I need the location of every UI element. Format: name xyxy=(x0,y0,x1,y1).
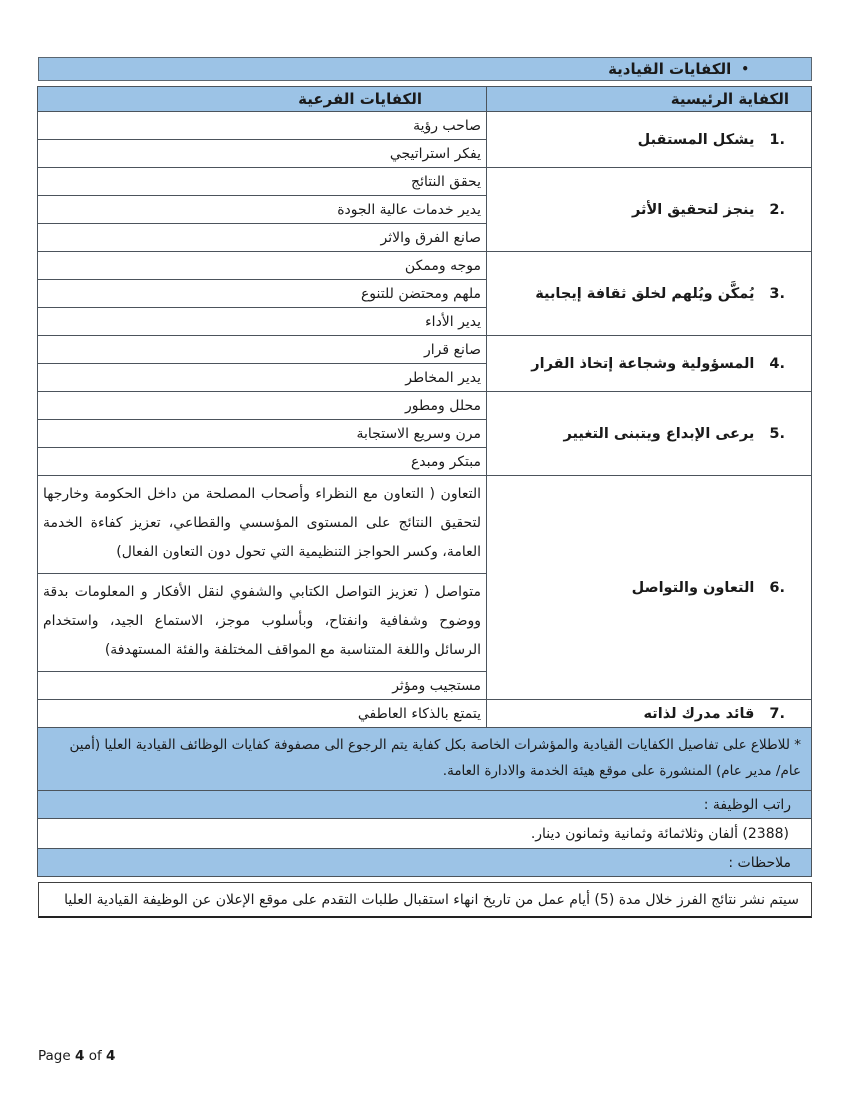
competency-label: يشكل المستقبل xyxy=(637,131,755,148)
section-title-bar xyxy=(38,57,812,81)
table-row xyxy=(38,700,812,728)
main-competency-cell xyxy=(487,112,812,168)
main-competency-cell xyxy=(487,168,812,252)
footer-prefix: Page xyxy=(38,1048,71,1064)
table-row xyxy=(38,728,812,791)
competency-label: المسؤولية وشجاعة إتخاذ القرار xyxy=(531,355,755,372)
competency-number: 2. xyxy=(769,201,785,218)
competency-number: 1. xyxy=(769,131,785,148)
sub-competency-cell: يحقق النتائج xyxy=(38,168,487,196)
sub-competency-cell: صانع قرار xyxy=(38,336,487,364)
bullet-icon: • xyxy=(741,62,749,76)
main-competency-cell xyxy=(487,392,812,476)
competency-label: ينجز لتحقيق الأثر xyxy=(631,201,755,218)
main-competency-cell xyxy=(487,700,812,728)
footer-of: of xyxy=(88,1048,102,1064)
salary-value: (2388) ألفان وثلاثمائة وثمانية وثمانون دينار. xyxy=(38,819,812,849)
sub-competency-cell: صانع الفرق والاثر xyxy=(38,224,487,252)
sub-competency-paragraph: التعاون ( التعاون مع النظراء وأصحاب المصلحة من داخل الحكومة وخارجها لتحقيق النتائج على المستوى المؤسسي والقطاعي، تعزيز كفاءة الخدمة العامة، وكسر الحواجز التنظيمية التي تحول دون التعاون الفعال) xyxy=(38,476,487,574)
column-header-main-competency: الكفاية الرئيسية xyxy=(487,87,812,112)
table-row xyxy=(38,168,812,196)
table-row xyxy=(38,392,812,420)
competency-label: التعاون والتواصل xyxy=(631,579,755,596)
competency-number: 6. xyxy=(769,579,785,596)
main-competency-cell xyxy=(487,252,812,336)
sub-competency-paragraph: متواصل ( تعزيز التواصل الكتابي والشفوي لنقل الأفكار و المعلومات بدقة ووضوح وشفافية وانفتاح، وبأسلوب موجز، الاستماع الجيد، واستخدام الرسائل واللغة المتناسبة مع المواقف المختلفة والفئة المستهدفة) xyxy=(38,574,487,672)
competencies-table xyxy=(37,86,812,877)
sub-competency-cell: موجه وممكن xyxy=(38,252,487,280)
section-title: الكفايات القيادية xyxy=(608,60,732,78)
salary-label: راتب الوظيفة : xyxy=(38,791,812,819)
sub-competency-cell: يدير خدمات عالية الجودة xyxy=(38,196,487,224)
page-number-footer xyxy=(38,1048,115,1064)
sub-competency-cell: يدير المخاطر xyxy=(38,364,487,392)
sub-competency-cell: مبتكر ومبدع xyxy=(38,448,487,476)
sub-competency-cell: ملهم ومحتضن للتنوع xyxy=(38,280,487,308)
page-content xyxy=(38,57,812,918)
table-row xyxy=(38,819,812,849)
competency-label: يرعى الإبداع ويتبنى التغيير xyxy=(563,425,755,442)
sub-competency-cell: مرن وسريع الاستجابة xyxy=(38,420,487,448)
table-row xyxy=(38,112,812,140)
table-row xyxy=(38,476,812,574)
sub-competency-cell: محلل ومطور xyxy=(38,392,487,420)
competencies-footnote: * للاطلاع على تفاصيل الكفايات القيادية والمؤشرات الخاصة بكل كفاية يتم الرجوع الى مصفوفة كفايات الوظائف القيادية العليا (أمين عام/ مدير عام) المنشورة على موقع هيئة الخدمة والادارة العامة. xyxy=(38,728,812,791)
table-row xyxy=(38,336,812,364)
sub-competency-cell: صاحب رؤية xyxy=(38,112,487,140)
sub-competency-cell: يتمتع بالذكاء العاطفي xyxy=(38,700,487,728)
main-competency-cell xyxy=(487,476,812,700)
footer-total-pages: 4 xyxy=(106,1048,116,1064)
competency-number: 5. xyxy=(769,425,785,442)
table-row xyxy=(38,791,812,819)
competency-label: قائد مدرك لذاته xyxy=(643,705,755,722)
competency-number: 3. xyxy=(769,285,785,302)
sub-competency-cell: يدير الأداء xyxy=(38,308,487,336)
table-row xyxy=(38,252,812,280)
competency-label: يُمكَّن ويُلهم لخلق ثقافة إيجابية xyxy=(535,285,755,302)
main-competency-cell xyxy=(487,336,812,392)
notes-label: ملاحظات : xyxy=(38,849,812,877)
competency-number: 7. xyxy=(769,705,785,722)
sub-competency-cell: يفكر استراتيجي xyxy=(38,140,487,168)
table-row xyxy=(38,849,812,877)
column-header-sub-competencies: الكفايات الفرعية xyxy=(38,87,487,112)
screening-results-note: سيتم نشر نتائج الفرز خلال مدة (5) أيام عمل من تاريخ انهاء استقبال طلبات التقدم على موقع الإعلان عن الوظيفة القيادية العليا xyxy=(38,882,812,918)
sub-competency-cell: مستجيب ومؤثر xyxy=(38,672,487,700)
table-header-row xyxy=(38,87,812,112)
competency-number: 4. xyxy=(769,355,785,372)
footer-page-number: 4 xyxy=(74,1048,85,1064)
